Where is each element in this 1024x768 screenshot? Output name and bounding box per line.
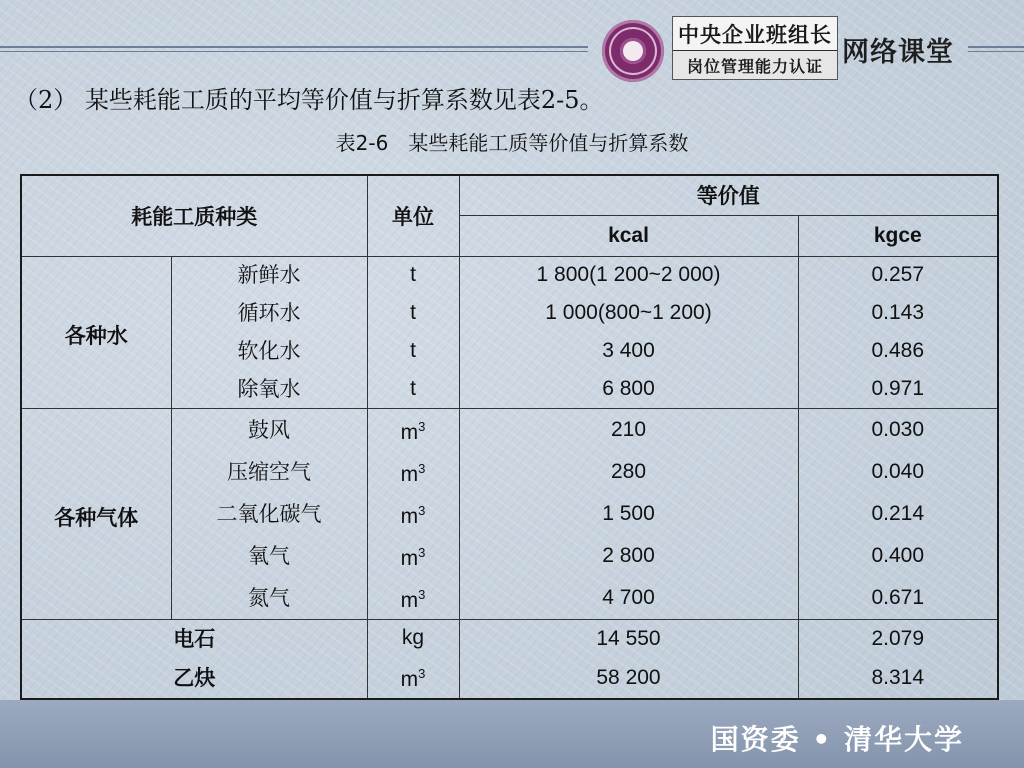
unit-cell: t xyxy=(410,301,416,325)
kgce-cell: 8.314 xyxy=(871,666,925,689)
table-caption: 表2-6 某些耗能工质等价值与折算系数 xyxy=(335,131,689,155)
kgce-cell: 0.040 xyxy=(871,459,925,483)
unit-text: m xyxy=(400,588,419,612)
brand-bottom-text: 岗位管理能力认证 xyxy=(673,51,837,79)
intro-text: （2） 某些耗能工质的平均等价值与折算系数见表2-5。 xyxy=(14,86,604,114)
kgce-cell: 0.486 xyxy=(871,338,925,362)
footer-text: 国资委 • 清华大学 xyxy=(710,723,964,756)
unit-cell xyxy=(368,577,459,619)
gas-kcal xyxy=(459,408,798,619)
kgce-cell: 2.079 xyxy=(871,627,925,650)
unit-text: m xyxy=(400,504,419,528)
header-unit: 单位 xyxy=(367,175,459,256)
unit-superscript: 3 xyxy=(418,544,426,560)
unit-cell: kg xyxy=(401,625,425,649)
kgce-cell: 0.671 xyxy=(871,585,925,609)
footer-bar xyxy=(0,700,1024,768)
kgce-cell: 0.257 xyxy=(871,263,925,287)
item-cell: 氧气 xyxy=(248,543,290,568)
unit-cell xyxy=(368,409,459,451)
kcal-cell: 210 xyxy=(610,417,647,441)
unit-superscript: 3 xyxy=(418,460,426,476)
others-kcal xyxy=(459,619,798,699)
item-cell: 氮气 xyxy=(248,585,290,610)
group-gas: 各种气体 xyxy=(21,408,171,619)
unit-cell xyxy=(368,535,459,577)
unit-text: m xyxy=(400,462,419,486)
unit-superscript: 3 xyxy=(418,586,426,602)
unit-text: m xyxy=(400,420,419,444)
table-row-others xyxy=(21,619,998,699)
kcal-cell: 280 xyxy=(610,459,647,483)
kcal-cell: 58 200 xyxy=(596,666,661,689)
unit-cell: t xyxy=(410,376,416,400)
unit-text: m xyxy=(400,546,419,570)
header-rule-right xyxy=(968,46,1024,48)
item-cell: 软化水 xyxy=(237,338,301,363)
kgce-cell: 0.143 xyxy=(871,301,925,325)
water-kgce xyxy=(798,256,998,408)
kcal-cell: 1 800(1 200~2 000) xyxy=(536,263,721,287)
others-items xyxy=(21,619,367,699)
kgce-cell: 0.214 xyxy=(871,501,925,525)
unit-cell xyxy=(368,493,459,535)
unit-text: m xyxy=(400,667,419,691)
gas-units xyxy=(367,408,459,619)
kgce-cell: 0.400 xyxy=(871,543,925,567)
unit-superscript: 3 xyxy=(418,502,426,518)
seal-center xyxy=(620,38,646,64)
unit-superscript: 3 xyxy=(418,665,426,681)
item-cell: 新鲜水 xyxy=(237,263,301,288)
water-units xyxy=(367,256,459,408)
item-cell: 乙炔 xyxy=(173,665,216,690)
header-kcal: kcal xyxy=(459,215,798,256)
kcal-cell: 3 400 xyxy=(602,338,655,362)
header-type: 耗能工质种类 xyxy=(21,175,367,256)
unit-cell: t xyxy=(410,263,416,287)
kcal-cell: 1 500 xyxy=(602,501,655,525)
kcal-cell: 4 700 xyxy=(602,585,655,609)
header-kgce: kgce xyxy=(798,215,998,256)
gas-items xyxy=(171,408,367,619)
gas-kgce xyxy=(798,408,998,619)
kcal-cell: 6 800 xyxy=(602,376,655,400)
kgce-cell: 0.971 xyxy=(871,376,925,400)
item-cell: 二氧化碳气 xyxy=(216,501,322,526)
unit-cell xyxy=(368,656,459,698)
header-equivalent: 等价值 xyxy=(459,175,998,215)
item-cell: 循环水 xyxy=(237,301,301,326)
unit-superscript: 3 xyxy=(418,418,426,434)
item-cell: 压缩空气 xyxy=(227,459,311,484)
table-row-gas xyxy=(21,408,998,619)
university-seal-logo xyxy=(602,20,664,82)
kcal-cell: 1 000(800~1 200) xyxy=(545,301,712,325)
brand-right-text: 网络课堂 xyxy=(842,37,954,68)
unit-cell xyxy=(368,451,459,493)
table-row-water xyxy=(21,256,998,408)
brand-logo-box xyxy=(672,16,838,80)
item-cell: 除氧水 xyxy=(237,376,301,401)
kgce-cell: 0.030 xyxy=(871,417,925,441)
others-kgce xyxy=(798,619,998,699)
water-kcal xyxy=(459,256,798,408)
item-cell: 电石 xyxy=(173,626,216,651)
water-items xyxy=(171,256,367,408)
brand-top-text: 中央企业班组长 xyxy=(673,17,837,50)
energy-medium-table xyxy=(20,174,999,700)
header-rule-left xyxy=(0,46,588,48)
group-water: 各种水 xyxy=(21,256,171,408)
header-rule-right-thin xyxy=(968,51,1024,52)
kcal-cell: 2 800 xyxy=(602,543,655,567)
header-rule-left-thin xyxy=(0,51,588,52)
kcal-cell: 14 550 xyxy=(596,627,661,650)
unit-cell: t xyxy=(410,338,416,362)
others-units xyxy=(367,619,459,699)
item-cell: 鼓风 xyxy=(248,417,290,442)
